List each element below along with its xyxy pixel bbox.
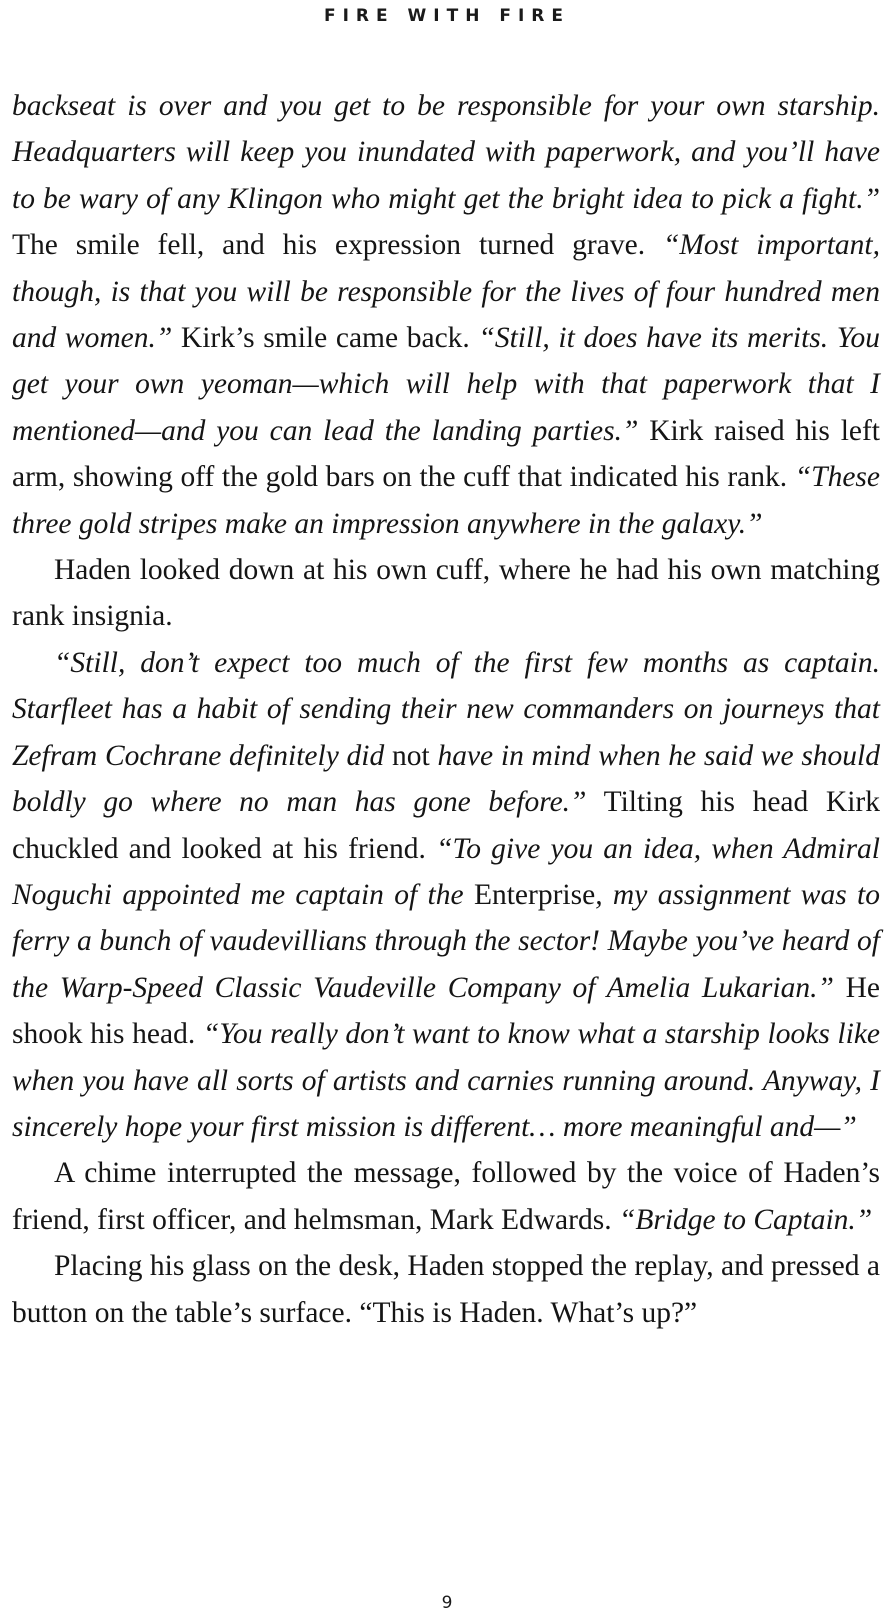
paragraph [12, 640, 880, 1150]
dialogue-text: “To give you an idea, when Admiral Noguchi appointed me captain of the [12, 832, 880, 911]
body-text [12, 83, 880, 1336]
narration-text: Haden looked down at his own cuff, where he had his own matching rank insignia. [12, 554, 880, 633]
dialogue-text: backseat is over and you get to be responsible for your own starship. Headquarters will keep you inundated with paperwork, and you’ll have to be wary of any Klingon who might get the bright idea to pick a fight.” [12, 90, 880, 215]
dialogue-text: “Most important, though, is that you will be responsible for the lives of four hundred men and women.” [12, 229, 880, 355]
narration-text: Tilting his head Kirk chuckled and looked at his friend. [12, 786, 880, 865]
narration-text: Placing his glass on the desk, Haden stopped the replay, and pressed a button on the table’s surface. “This is Haden. What’s up?” [12, 1250, 880, 1329]
paragraph-continuation [12, 83, 880, 547]
dialogue-text: , my assignment was to ferry a bunch of vaudevillians through the sector! Maybe you’ve heard of the Warp-Speed Classic Vaudeville Company of Amelia Lukarian.” [12, 878, 881, 1004]
paragraph [12, 1243, 880, 1336]
dialogue-text: have in mind when he said we should boldly go where no man has gone before.” [12, 739, 880, 819]
dialogue-text: “You really don’t want to know what a starship looks like when you have all sorts of artists and carnies running around. Anyway, I sincerely hope your first mission is different… more meaningful and—” [12, 1018, 881, 1143]
narration-text: He shook his head. [12, 971, 880, 1051]
dialogue-text: “Still, it does have its merits. You get your own yeoman—which will help with that paperwork that I mentioned—and you can lead the landing parties.” [12, 322, 881, 447]
dialogue-text: “These three gold stripes make an impression anywhere in the galaxy.” [12, 461, 880, 540]
narration-text: Kirk raised his left arm, showing off the gold bars on the cuff that indicated his rank. [12, 414, 881, 494]
narration-text: The smile fell, and his expression turned grave. [12, 229, 663, 262]
narration-text: A chime interrupted the message, followed by the voice of Haden’s friend, first officer, and helmsman, Mark Edwards. [12, 1157, 880, 1236]
dialogue-text: “Bridge to Captain.” [618, 1203, 873, 1236]
dialogue-text: “Still, don’t expect too much of the first few months as captain. Starfleet has a habit of sending their new commanders on journeys that Zefram Cochrane definitely did [12, 646, 880, 772]
running-head: FIRE WITH FIRE [323, 6, 571, 26]
paragraph [12, 547, 880, 640]
narration-text: Kirk’s smile came back. [172, 322, 479, 355]
page-number: 9 [441, 1593, 453, 1613]
emphasis-text: not [392, 739, 430, 772]
paragraph [12, 1150, 880, 1243]
ship-name-text: Enterprise [473, 878, 596, 911]
